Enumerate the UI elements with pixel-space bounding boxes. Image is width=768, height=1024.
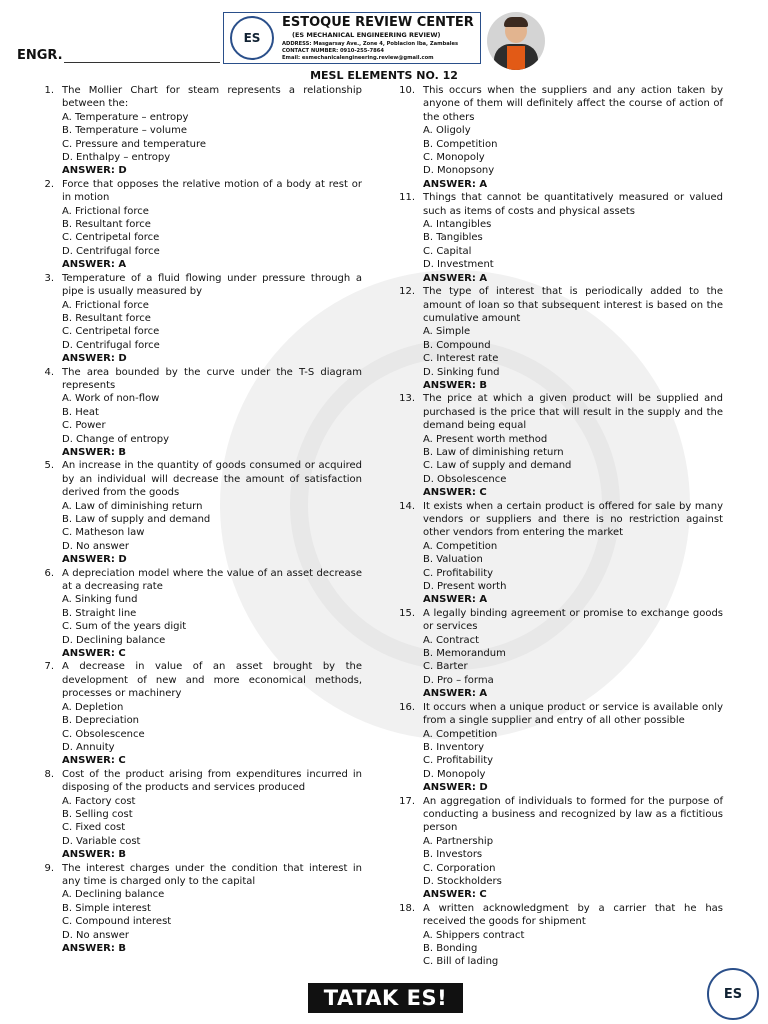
answer-option: A. Intangibles <box>423 219 492 231</box>
footer-logo <box>707 968 759 1020</box>
answer-option: C. Centripetal force <box>62 326 160 338</box>
question-number: 13. <box>399 393 415 405</box>
answer-option: A. Frictional force <box>62 299 149 311</box>
answer-option: A. Oligoly <box>423 125 471 137</box>
center-name: ESTOQUE REVIEW CENTER <box>282 15 474 30</box>
answer-option: B. Simple interest <box>62 902 151 914</box>
question-number: 17. <box>399 795 415 807</box>
question-item <box>399 795 723 902</box>
answer-option: B. Tangibles <box>423 232 483 244</box>
answer-option: C. Profitability <box>423 755 494 767</box>
answer-option: B. Inventory <box>423 741 484 753</box>
answer-key: ANSWER: A <box>423 688 488 700</box>
question-text: The Mollier Chart for steam represents a relationship between the: <box>62 85 362 110</box>
answer-option: C. Power <box>62 420 106 432</box>
answer-option: A. Shippers contract <box>423 929 525 941</box>
answer-option: D. Present worth <box>423 581 507 593</box>
question-item <box>399 607 723 701</box>
question-item <box>44 660 362 767</box>
answer-option: D. Declining balance <box>62 634 166 646</box>
question-item <box>44 84 362 178</box>
answer-option: B. Bonding <box>423 943 478 954</box>
answer-option: D. Obsolescence <box>423 473 507 485</box>
answer-option: A. Contract <box>423 634 480 646</box>
instructor-avatar <box>487 12 545 70</box>
question-item <box>399 285 723 392</box>
answer-option: C. Bill of lading <box>423 956 499 968</box>
answer-option: B. Temperature – volume <box>62 125 187 137</box>
question-item <box>399 500 723 607</box>
question-number: 7. <box>44 661 54 673</box>
answer-key: ANSWER: B <box>423 379 487 391</box>
question-number: 10. <box>399 85 415 96</box>
question-number: 6. <box>44 567 54 579</box>
answer-option: C. Compound interest <box>62 916 172 928</box>
answer-key: ANSWER: C <box>423 889 487 901</box>
question-number: 5. <box>44 460 54 472</box>
question-text: The interest charges under the condition that interest in any time is charged only to the capital <box>62 862 362 887</box>
question-item <box>399 701 723 795</box>
question-text: This occurs when the suppliers and any action taken by anyone of them will definitely affect the course of action of the others <box>423 85 723 123</box>
question-text: A written acknowledgment by a carrier that he has received the goods for shipment <box>423 902 723 928</box>
question-number: 12. <box>399 286 415 298</box>
answer-option: D. Annuity <box>62 741 115 753</box>
question-item <box>44 768 362 862</box>
answer-option: B. Resultant force <box>62 312 151 324</box>
question-number: 14. <box>399 500 415 512</box>
answer-key: ANSWER: D <box>62 554 127 566</box>
answer-option: D. Centrifugal force <box>62 245 160 257</box>
question-text: Force that opposes the relative motion of a body at rest or in motion <box>62 178 362 204</box>
answer-option: B. Straight line <box>62 607 137 619</box>
answer-option: A. Declining balance <box>62 889 165 901</box>
answer-key: ANSWER: C <box>62 755 126 767</box>
question-item <box>44 459 362 566</box>
answer-option: A. Depletion <box>62 701 124 713</box>
question-item <box>399 902 723 969</box>
question-text: An aggregation of individuals to formed for the purpose of conducting a business and recognized by law as a fictitious person <box>423 795 723 834</box>
center-email: Email: esmechanicalengineering.review@gmail.com <box>282 55 434 61</box>
question-number: 3. <box>44 272 54 284</box>
answer-option: C. Capital <box>423 245 472 257</box>
question-item <box>44 272 362 366</box>
answer-option: B. Law of diminishing return <box>423 446 564 458</box>
question-text: Things that cannot be quantitatively measured or valued such as items of costs and physical assets <box>423 192 723 217</box>
question-text: It occurs when a unique product or service is available only from a single supplier and entry of all other possible <box>423 701 723 727</box>
answer-option: D. Monopoly <box>423 768 486 780</box>
center-contact: CONTACT NUMBER: 0910-255-7864 <box>282 48 384 54</box>
answer-option: B. Competition <box>423 138 498 150</box>
question-item <box>44 178 362 272</box>
answer-option: C. Centripetal force <box>62 232 160 244</box>
answer-key: ANSWER: C <box>423 487 487 499</box>
answer-option: A. Law of diminishing return <box>62 500 203 512</box>
answer-option: D. Stockholders <box>423 875 502 887</box>
question-item <box>44 366 362 460</box>
question-item <box>44 862 362 956</box>
answer-key: ANSWER: A <box>423 272 488 284</box>
answer-option: B. Law of supply and demand <box>62 514 211 525</box>
question-text: An increase in the quantity of goods consumed or acquired by an individual will decrease the amount of satisfaction derived from the goods <box>62 460 362 499</box>
answer-option: B. Resultant force <box>62 219 151 231</box>
answer-option: A. Present worth method <box>423 433 548 445</box>
answer-option: A. Temperature – entropy <box>62 111 189 123</box>
answer-option: C. Barter <box>423 661 468 673</box>
answer-key: ANSWER: A <box>423 178 488 190</box>
answer-key: ANSWER: A <box>423 594 488 606</box>
question-item <box>399 392 723 499</box>
answer-option: D. Pro – forma <box>423 674 494 686</box>
answer-option: C. Interest rate <box>423 353 499 365</box>
answer-option: B. Valuation <box>423 554 483 566</box>
question-number: 8. <box>44 768 54 780</box>
question-item <box>399 84 723 191</box>
answer-option: C. Obsolescence <box>62 728 145 740</box>
answer-option: C. Profitability <box>423 567 494 579</box>
answer-option: C. Fixed cost <box>62 822 126 834</box>
document-title: MESL ELEMENTS NO. 12 <box>310 69 458 82</box>
answer-option: A. Competition <box>423 540 498 552</box>
questions-left-column <box>44 84 362 955</box>
answer-key: ANSWER: A <box>62 259 127 271</box>
answer-option: A. Partnership <box>423 835 494 847</box>
answer-key: ANSWER: D <box>423 782 488 794</box>
answer-option: A. Work of non-flow <box>62 393 160 405</box>
answer-option: C. Law of supply and demand <box>423 460 572 472</box>
question-text: Temperature of a fluid flowing under pressure through a pipe is usually measured by <box>62 272 362 298</box>
answer-option: A. Simple <box>423 326 471 338</box>
question-item <box>399 191 723 285</box>
question-text: A legally binding agreement or promise to exchange goods or services <box>423 607 723 633</box>
answer-option: B. Memorandum <box>423 648 506 660</box>
answer-option: B. Depreciation <box>62 715 140 727</box>
engr-label: ENGR. <box>17 48 63 63</box>
question-text: The type of interest that is periodically added to the amount of loan so that subsequent interest is based on the cumulative amount <box>423 286 723 324</box>
question-number: 9. <box>44 862 54 874</box>
answer-option: D. No answer <box>62 540 129 552</box>
question-text: A decrease in value of an asset brought by the development of new and more economical methods, processes or machinery <box>62 661 362 700</box>
question-number: 15. <box>399 607 415 619</box>
footer-slogan: TATAK ES! <box>308 983 463 1013</box>
answer-option: C. Corporation <box>423 862 496 874</box>
answer-option: C. Sum of the years digit <box>62 621 187 633</box>
answer-key: ANSWER: B <box>62 943 126 954</box>
question-number: 1. <box>44 85 54 96</box>
answer-option: A. Frictional force <box>62 205 149 217</box>
answer-option: D. Variable cost <box>62 835 141 847</box>
answer-option: C. Pressure and temperature <box>62 138 207 150</box>
name-field-line[interactable] <box>64 62 220 63</box>
question-number: 11. <box>399 192 415 204</box>
answer-key: ANSWER: C <box>62 648 126 660</box>
center-subtitle: (ES MECHANICAL ENGINEERING REVIEW) <box>292 31 441 39</box>
answer-option: D. No answer <box>62 929 129 941</box>
review-center-logo <box>230 16 274 60</box>
question-text: The price at which a given product will be supplied and purchased is the price that will result in the supply and the demand being equal <box>423 393 723 432</box>
question-item <box>44 567 362 661</box>
logo-text: ES <box>243 31 261 45</box>
answer-option: D. Change of entropy <box>62 433 170 445</box>
question-number: 2. <box>44 178 54 190</box>
answer-option: B. Heat <box>62 406 99 418</box>
answer-option: D. Monopsony <box>423 165 495 177</box>
footer-logo-text: ES <box>723 986 743 1002</box>
answer-key: ANSWER: D <box>62 165 127 177</box>
answer-key: ANSWER: D <box>62 353 127 365</box>
answer-option: A. Competition <box>423 728 498 740</box>
answer-key: ANSWER: B <box>62 849 126 861</box>
answer-option: A. Factory cost <box>62 795 136 807</box>
answer-option: A. Sinking fund <box>62 594 138 606</box>
question-text: The area bounded by the curve under the T-S diagram represents <box>62 366 362 391</box>
center-address: ADDRESS: Masgarsay Ave., Zone 4, Poblacion Iba, Zambales <box>282 41 459 47</box>
answer-option: D. Sinking fund <box>423 366 500 378</box>
answer-option: D. Investment <box>423 259 494 271</box>
question-number: 4. <box>44 366 54 378</box>
question-text: Cost of the product arising from expenditures incurred in disposing of the products and services produced <box>62 768 362 794</box>
question-text: A depreciation model where the value of an asset decrease at a decreasing rate <box>62 567 362 593</box>
answer-key: ANSWER: B <box>62 446 126 458</box>
answer-option: B. Selling cost <box>62 808 133 820</box>
answer-option: D. Centrifugal force <box>62 339 160 351</box>
answer-option: C. Matheson law <box>62 527 145 539</box>
answer-option: B. Compound <box>423 339 491 351</box>
questions-right-column <box>399 84 723 969</box>
answer-option: C. Monopoly <box>423 152 485 164</box>
question-number: 16. <box>399 701 415 713</box>
answer-option: B. Investors <box>423 849 483 861</box>
answer-option: D. Enthalpy – entropy <box>62 152 171 164</box>
question-text: It exists when a certain product is offered for sale by many vendors or suppliers and there is no restriction against other vendors from entering the market <box>423 500 723 539</box>
header-banner <box>223 12 481 64</box>
question-number: 18. <box>399 902 415 914</box>
